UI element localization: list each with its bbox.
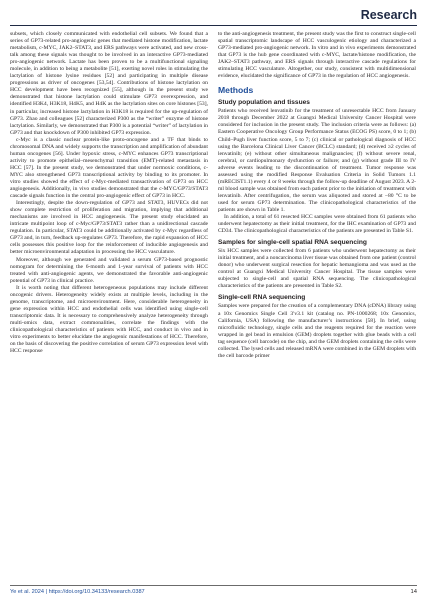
body-paragraph: It is worth noting that different heterogeneous populations may include different oncogenic drivers. Heterogeneity widely exists at multiple levels, including in the genome, transcriptome, and microenvironment. Here, considerable heterogeneity in gene expression within HCC and endothelial cells was identified using single-cell transcriptomic data. It is necessary to comprehensively analyze heterogeneity through multi-omics data, extract commonalities, correlate the findings with the clinicopathological characteristics of patients with HCC, and conduct in vivo and in vitro experiments to better elucidate the angiogenic manifestations of HCC. Therefore, on the basis of discovering the positive correlation of serum GP73 expression level with HCC response bbox=[10, 284, 208, 355]
footer-citation-doi-link[interactable]: Ye et al. 2024 | https://doi.org/10.34133/research.0387 bbox=[10, 589, 145, 595]
left-text-column bbox=[10, 31, 208, 583]
subsection-heading: Single-cell RNA sequencing bbox=[218, 294, 306, 302]
body-paragraph: Six HCC samples were collected from 6 patients who underwent hepatectomy as their initial treatment, and a noncarcinoma liver tissue was obtained from one patient (control donor) who underwent surgical resection for hepatic hemangioma and was used as the control at Guangxi Medical University Cancer Hospital. The tissue samples were subjected to single-cell and spatial RNA sequencing. The clinicopathological characteristics of the patients are presented in Table S2. bbox=[218, 248, 416, 290]
header-divider bbox=[10, 25, 417, 26]
footer-divider bbox=[10, 585, 417, 586]
body-paragraph: In addition, a total of 61 resected HCC samples were obtained from 61 patients who underwent hepatectomy as their initial treatment, for the IHC examination of GP73 and CD34. The clinicopathological characteristics of the patients are presented in Table S1. bbox=[218, 214, 416, 235]
methods-section-heading: Methods bbox=[218, 85, 254, 96]
right-text-column bbox=[218, 31, 416, 583]
body-paragraph: subsets, which closely communicated with endothelial cell subsets. We found that a series of GP73-related pro-angiogenic genes that mediated histone modification, lactate metabolism, c-MYC, JAK2–STAT3, and ERS pathways were activated, and new cross-talk among these signals was thought to be involved in an interactive GP73-mediated pro-angiogenic network. Lactate has been proven to be a multifunctional signaling molecule, in addition to being a metabolite [51], exerting novel roles in stimulating the lactylation of histone lysine residues [52] and participating in multiple disease progressions as driver of oncogenes [53,54]. Contributions of histone lactylation on HCC development have been recognized [55], although in the present study we demonstrated that histone lactylation could stimulate GP73 overexpression, and identified H3K4, H3K18, H4K5, and H4K as the lactylation sites on core histones [53], in particular, increased histone lactylation in H3K18 is required for the up-regulation of GP73. Zhao and colleagues [52] characterized P300 as the “writer” enzyme of histone lactylation. Similarly, we demonstrated that P300 is a potential “writer” of lactylation in GP73 and that knockdown of P300 inhibited GP73 expression. bbox=[10, 31, 208, 136]
body-paragraph: Moreover, although we generated and validated a serum GP73-based prognostic nomogram for determining the 6-month and 1-year survival of patients with HCC treated with anti-angiogenic agents, we demonstrated the favorable anti-angiogenic potential of GP73 in clinical practice. bbox=[10, 256, 208, 284]
body-paragraph: Interestingly, despite the down-regulation of GP73 and STAT3, HUVECs did not show complete restriction of proliferation and migration, implying that additional mechanisms are involved in HCC angiogenesis. The present study elucidated an intricate multipoint loop of c-Myc/GP73/STAT3 rather than a unidirectional cascade regulation. In particular, STAT3 could be additionally activated by c-Myc regardless of GP73 and, in turn, feedback up-regulates GP73. Therefore, the rapid expansion of HCC cells possesses this positive loop for the reinforcement of inducible angiogenesis and better microenvironmental adaptation in processing the HCC vasculature. bbox=[10, 200, 208, 256]
body-paragraph: to the anti-angiogenesis treatment, the present study was the first to construct single-cell spatial transcriptomic landscape of HCC vasculogenic etiology and characterized a GP73-mediated pro-angiogenic network. In vitro and in vivo experiments demonstrated that GP73 is the hub gene coordinated with c-MYC, lactate/histone modification, the JAK2–STAT3 pathway, and ERS signals through interactive cascade regulations for stimulating HCC vasculature. Altogether, our study, consistent with multidimensional evidence, elucidated the significance of GP73 in the regulation of HCC angiogenesis. bbox=[218, 31, 416, 80]
body-paragraph: Samples were prepared for the creation of a complementary DNA (cDNA) library using a 10x Genomics Single Cell 3′v3.1 kit (catalog no. PN-1000268; 10x Genomics, California, USA) following the manufacturer’s instructions [58]. In brief, using microfluidic technology, single cells and the reagents required for the reaction were wrapped in gel bead in emulsion (GEM) droplets together with glue beads with a cell tag sequence (cell barcode) on the chip, and the GEM droplets containing the cells were collected. The lysed cells and released mRNA were combined in the GEM droplets with the cell barcode primer bbox=[218, 303, 416, 359]
body-paragraph: c-Myc is a classic nuclear protein-like proto-oncogene and a TF that binds to chromosomal DNA and widely supports the transcription and amplification of abundant human oncogenes [56]. Under hypoxic stress, c-MYC enhances GP73 transcriptional activity to promote epithelial–mesenchymal transition (EMT)-related metastasis in HCC [57]. In the present study, we demonstrated that under normoxic conditions, c-MYC also strengthened GP73 transcriptional activity by binding to its promoter. In vitro studies showed the effect of c-Myc-mediated transactivation of GP73 on HCC angiogenesis. Additionally, in vivo studies demonstrated that the c-MYC/GP73/STAT3 cascade signals function in the central pro-angiogenic effect of GP73 in HCC. bbox=[10, 136, 208, 200]
page-number: 14 bbox=[410, 589, 417, 595]
subsection-heading: Study population and tissues bbox=[218, 99, 310, 107]
subsection-heading: Samples for single-cell spatial RNA sequencing bbox=[218, 239, 367, 247]
journal-section-label: Research bbox=[360, 8, 417, 22]
body-paragraph: Patients who received lenvatinib for the treatment of unresectable HCC from January 2018 through December 2022 at Guangxi Medical University Cancer Hospital were considered for inclusion in the present study. The inclusion criteria were as follows: (a) Eastern Cooperative Oncology Group Performance Status (ECOG PS) score, 0 to 1; (b) Child–Pugh liver function score, 5 to 7; (c) clinical or pathological diagnosis of HCC using the Barcelona Clinical Liver Cancer (BCLC) standard; (d) received ≥2 cycles of lenvatinib; (e) without other simultaneous malignancies; (f) without severe renal, cerebral, or cardiopulmonary dysfunction or failure; and (g) without grade III to IV adverse events leading to the discontinuation of treatment. Tumor response was assessed using the modified Response Evaluation Criteria in Solid Tumors 1.1 (mRECIST1.1) every 4 or 8 weeks through the follow-up deadline of August 2023. A 2-ml blood sample was obtained from each patient prior to the initiation of treatment with lenvatinib. After centrifugation, the serum was aliquoted and stored at −80 °C to be used for serum GP73 determination. The clinicopathological characteristics of the patients are shown in Table 1. bbox=[218, 108, 416, 213]
